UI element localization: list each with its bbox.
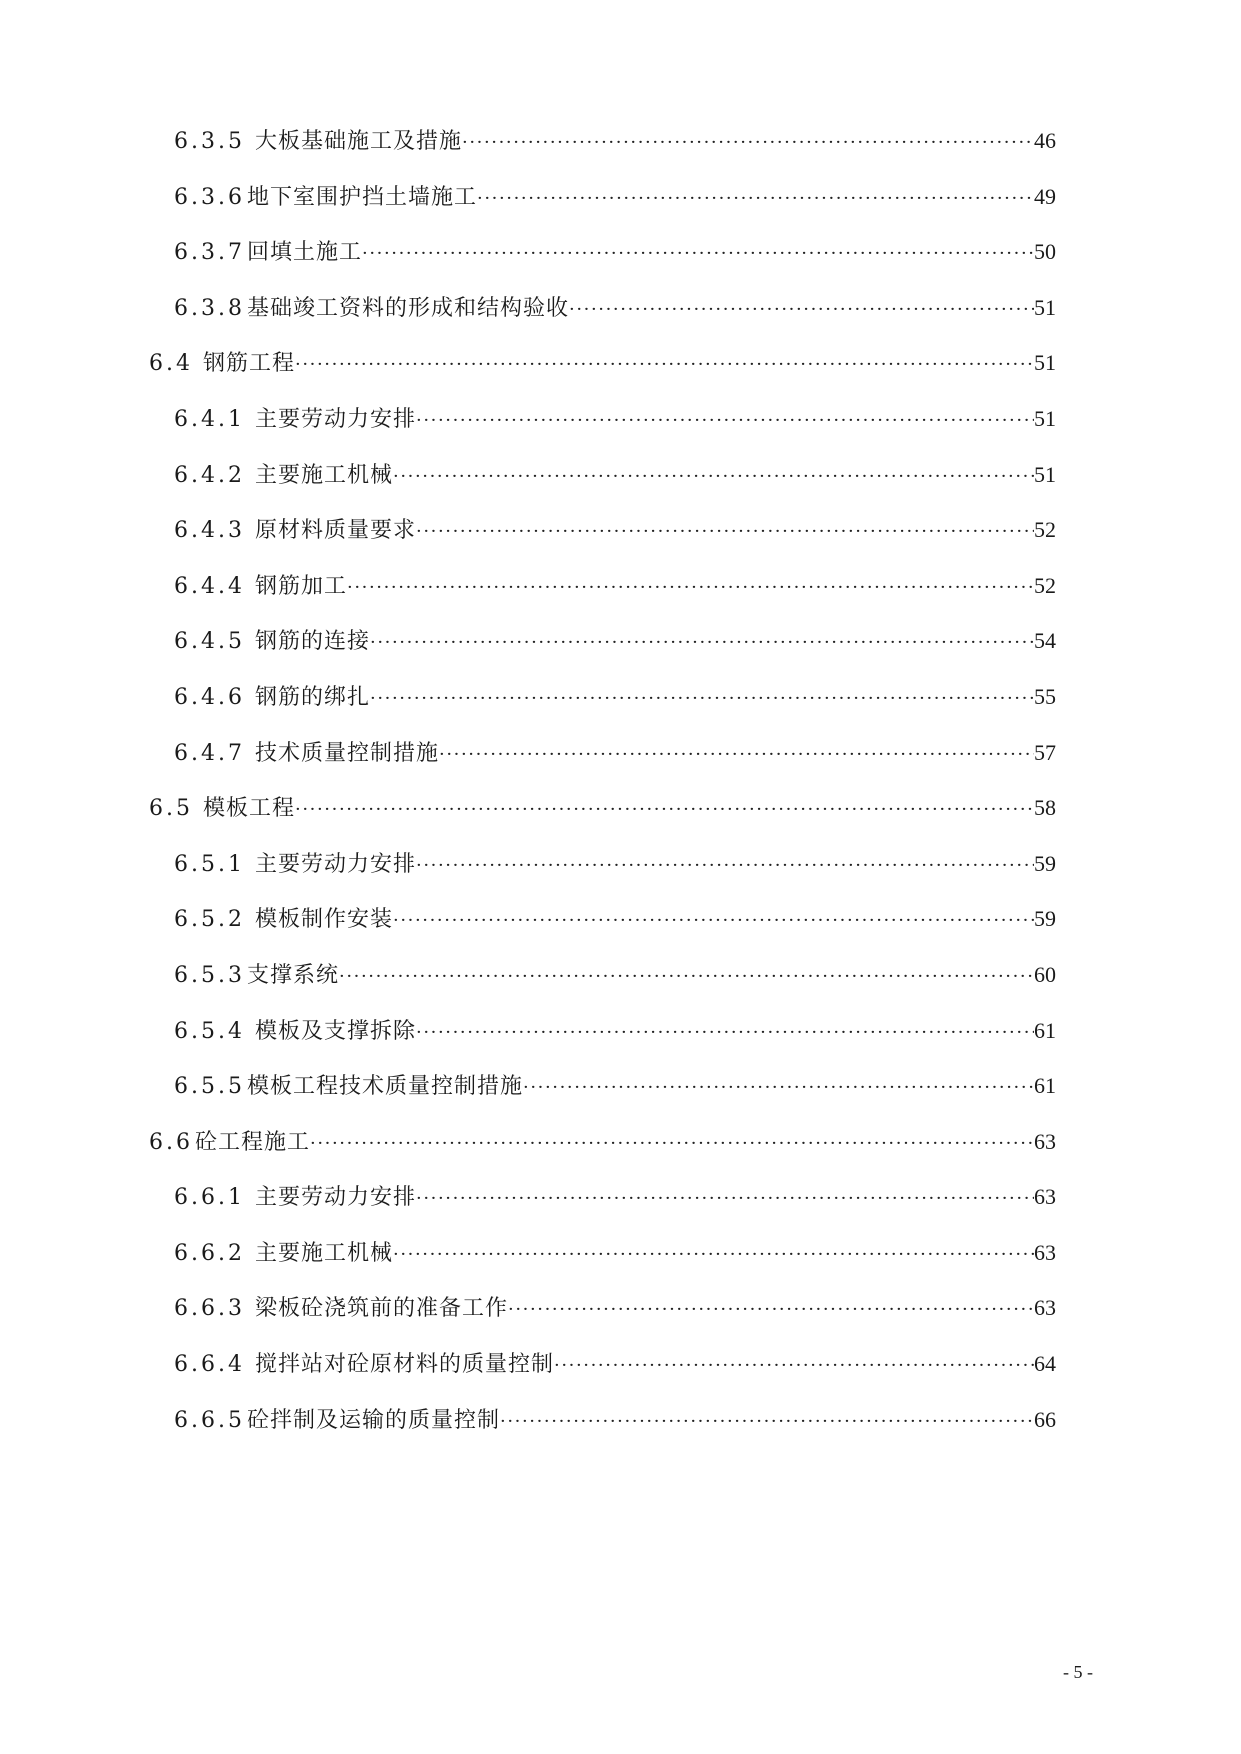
toc-entry[interactable]: [174, 955, 1056, 995]
toc-entry[interactable]: [174, 621, 1056, 661]
toc-leader-dots: [500, 1402, 1034, 1442]
toc-leader-dots: [416, 846, 1034, 886]
toc-leader-dots: [416, 1013, 1034, 1053]
toc-entry-title: 支撑系统: [246, 963, 339, 988]
toc-leader-dots: [416, 1179, 1034, 1219]
toc-entry-number: 6.4: [149, 351, 193, 376]
toc-entry-title: 基础竣工资料的形成和结构验收: [246, 296, 569, 321]
toc-entry[interactable]: [174, 1288, 1056, 1328]
toc-entry-number: 6.5.1: [174, 852, 245, 877]
toc-entry-title: 主要劳动力安排: [254, 852, 416, 877]
toc-entry-page: 55: [1034, 684, 1056, 709]
toc-entry-number: 6.4.6: [174, 685, 245, 710]
toc-entry-title: 搅拌站对砼原材料的质量控制: [254, 1352, 554, 1377]
toc-entry-page: 52: [1034, 517, 1056, 542]
toc-entry-number: 6.5.4: [174, 1019, 245, 1044]
toc-entry-page: 63: [1034, 1240, 1056, 1265]
toc-entry-page: 54: [1034, 628, 1056, 653]
toc-entry-number: 6.6.5: [174, 1408, 245, 1433]
toc-entry-page: 61: [1034, 1018, 1056, 1043]
toc-entry-title: 主要施工机械: [254, 1241, 393, 1266]
toc-section[interactable]: [149, 343, 1056, 383]
toc-leader-dots: [339, 957, 1034, 997]
toc-entry-title: 钢筋加工: [254, 574, 347, 599]
toc-entry-number: 6.4.2: [174, 463, 245, 488]
toc-entry[interactable]: [174, 121, 1056, 161]
toc-entry-page: 51: [1034, 406, 1056, 431]
toc-entry-number: 6.5.3: [174, 963, 245, 988]
toc-entry-title: 模板工程技术质量控制措施: [246, 1074, 523, 1099]
toc-leader-dots: [462, 123, 1034, 163]
toc-entry-page: 63: [1034, 1129, 1056, 1154]
toc-entry-title: 钢筋的连接: [254, 629, 370, 654]
toc-leader-dots: [554, 1346, 1034, 1386]
toc-leader-dots: [393, 1235, 1034, 1275]
toc-entry-page: 50: [1034, 239, 1056, 264]
toc-entry-title: 主要劳动力安排: [254, 1185, 416, 1210]
toc-leader-dots: [477, 179, 1034, 219]
toc-entry-page: 57: [1034, 740, 1056, 765]
toc-entry-page: 66: [1034, 1407, 1056, 1432]
toc-leader-dots: [310, 1124, 1034, 1164]
toc-entry-number: 6.3.7: [174, 240, 245, 265]
toc-leader-dots: [370, 679, 1034, 719]
toc-entry-title: 主要劳动力安排: [254, 407, 416, 432]
toc-leader-dots: [416, 401, 1034, 441]
toc-entry-page: 63: [1034, 1184, 1056, 1209]
toc-entry[interactable]: [174, 510, 1056, 550]
toc-entry[interactable]: [174, 177, 1056, 217]
toc-entry-number: 6.4.7: [174, 741, 245, 766]
toc-entry-title: 地下室围护挡土墙施工: [246, 185, 477, 210]
toc-entry[interactable]: [174, 1344, 1056, 1384]
toc-entry-page: 46: [1034, 128, 1056, 153]
toc-entry[interactable]: [174, 399, 1056, 439]
toc-entry-title: 梁板砼浇筑前的准备工作: [254, 1296, 508, 1321]
toc-entry-title: 模板及支撑拆除: [254, 1019, 416, 1044]
toc-entry-page: 63: [1034, 1295, 1056, 1320]
toc-entry-number: 6.4.1: [174, 407, 245, 432]
toc-entry-number: 6.3.5: [174, 129, 245, 154]
toc-entry-title: 技术质量控制措施: [254, 741, 439, 766]
toc-entry[interactable]: [174, 844, 1056, 884]
toc-entry-page: 64: [1034, 1351, 1056, 1376]
toc-leader-dots: [439, 735, 1034, 775]
toc-entry[interactable]: [174, 677, 1056, 717]
toc-entry-page: 51: [1034, 295, 1056, 320]
toc-entry[interactable]: [174, 899, 1056, 939]
toc-entry-title: 钢筋工程: [203, 351, 296, 376]
toc-entry-number: 6.3.8: [174, 296, 245, 321]
toc-entry-page: 59: [1034, 851, 1056, 876]
page-number: - 5 -: [1063, 1662, 1093, 1682]
toc-entry-number: 6.4.5: [174, 629, 245, 654]
toc-entry-number: 6.4.4: [174, 574, 245, 599]
toc-entry-title: 回填土施工: [246, 240, 362, 265]
toc-entry-number: 6.5.2: [174, 907, 245, 932]
toc-leader-dots: [370, 623, 1034, 663]
toc-entry-page: 51: [1034, 462, 1056, 487]
toc-leader-dots: [508, 1290, 1034, 1330]
toc-entry[interactable]: [174, 455, 1056, 495]
toc-leader-dots: [295, 790, 1034, 830]
toc-entry-page: 58: [1034, 795, 1056, 820]
toc-entry-page: 51: [1034, 350, 1056, 375]
toc-leader-dots: [295, 345, 1034, 385]
toc-entry[interactable]: [174, 1177, 1056, 1217]
toc-entry[interactable]: [174, 1400, 1056, 1440]
toc-leader-dots: [393, 457, 1034, 497]
toc-leader-dots: [523, 1068, 1034, 1108]
toc-entry[interactable]: [174, 1233, 1056, 1273]
toc-entry-page: 59: [1034, 906, 1056, 931]
toc-entry-number: 6.4.3: [174, 518, 245, 543]
toc-entry-number: 6.5: [149, 796, 193, 821]
toc-entry-number: 6.5.5: [174, 1074, 245, 1099]
toc-entry-title: 主要施工机械: [254, 463, 393, 488]
toc-entry[interactable]: [174, 288, 1056, 328]
toc-entry-page: 49: [1034, 184, 1056, 209]
toc-entry-title: 模板工程: [203, 796, 296, 821]
toc-section[interactable]: [149, 788, 1056, 828]
toc-section[interactable]: [149, 1122, 1056, 1162]
toc-leader-dots: [393, 901, 1034, 941]
toc-entry-title: 模板制作安装: [254, 907, 393, 932]
toc-entry-number: 6.6.2: [174, 1241, 245, 1266]
toc-leader-dots: [362, 234, 1034, 274]
toc-entry-title: 砼拌制及运输的质量控制: [246, 1408, 500, 1433]
toc-entry-page: 61: [1034, 1073, 1056, 1098]
toc-leader-dots: [569, 290, 1034, 330]
toc-leader-dots: [416, 512, 1034, 552]
toc-entry-title: 砼工程施工: [195, 1130, 311, 1155]
toc-entry[interactable]: [174, 1066, 1056, 1106]
toc-entry-page: 60: [1034, 962, 1056, 987]
toc-entry[interactable]: [174, 232, 1056, 272]
toc-entry[interactable]: [174, 1011, 1056, 1051]
toc-entry-number: 6.6: [149, 1130, 193, 1155]
toc-entry-title: 大板基础施工及措施: [254, 129, 462, 154]
toc-entry-number: 6.6.3: [174, 1296, 245, 1321]
toc-entry[interactable]: [174, 733, 1056, 773]
toc-entry-number: 6.6.1: [174, 1185, 245, 1210]
toc-entry-page: 52: [1034, 573, 1056, 598]
toc-entry-title: 钢筋的绑扎: [254, 685, 370, 710]
toc-entry-number: 6.6.4: [174, 1352, 245, 1377]
toc-entry-title: 原材料质量要求: [254, 518, 416, 543]
toc-entry[interactable]: [174, 566, 1056, 606]
toc-leader-dots: [347, 568, 1034, 608]
toc-entry-number: 6.3.6: [174, 185, 245, 210]
